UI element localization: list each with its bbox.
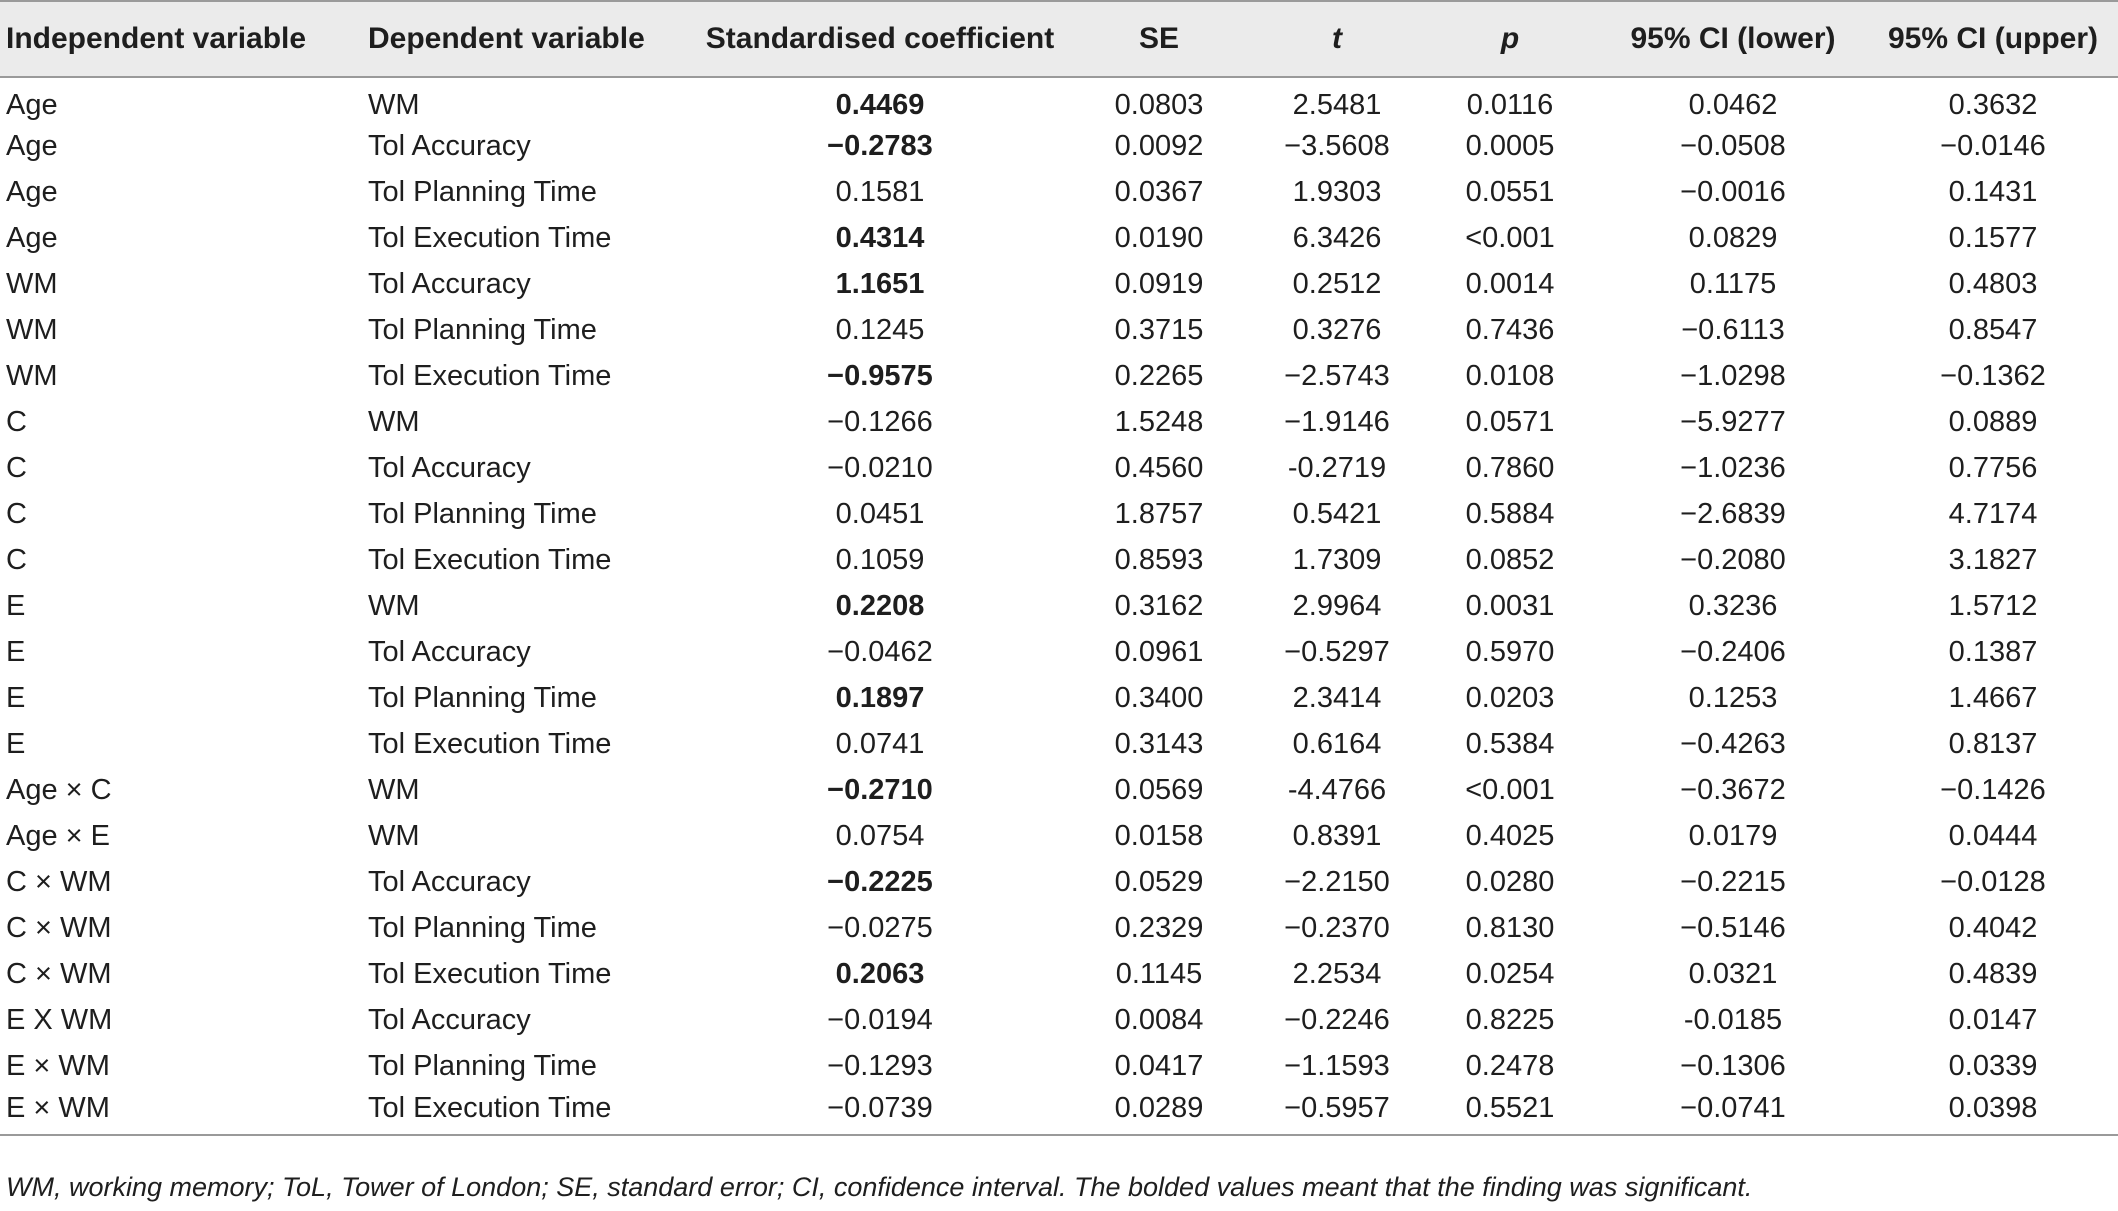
- cell-ci-lower: 0.0462: [1688, 89, 1778, 121]
- cell-ci-upper: 0.4042: [1948, 911, 2038, 944]
- cell-independent-variable: E: [6, 589, 26, 622]
- cell-ci-lower: −2.6839: [1680, 497, 1786, 530]
- cell-ci-lower: −0.3672: [1680, 773, 1786, 806]
- cell-independent-variable: C × WM: [6, 911, 112, 944]
- cell-ci-upper: 0.1577: [1948, 221, 2038, 254]
- cell-standardised-coefficient: 1.1651: [835, 267, 925, 300]
- cell-ci-lower: 0.1253: [1688, 681, 1778, 714]
- cell-ci-lower: 0.1175: [1689, 267, 1777, 300]
- cell-ci-upper: 0.0444: [1948, 819, 2038, 852]
- cell-dependent-variable: Tol Accuracy: [368, 1003, 531, 1036]
- cell-p: 0.0571: [1465, 405, 1555, 438]
- cell-dependent-variable: Tol Execution Time: [368, 957, 612, 990]
- cell-se: 0.3715: [1114, 313, 1204, 346]
- cell-ci-lower: −0.0508: [1680, 129, 1786, 162]
- cell-t: −0.5957: [1252, 1089, 1422, 1135]
- cell-ci-lower: 0.0829: [1688, 221, 1778, 254]
- cell-standardised-coefficient: 0.4314: [835, 221, 925, 254]
- cell-ci-upper: 1.5712: [1948, 589, 2038, 622]
- cell-dependent-variable: Tol Execution Time: [368, 221, 612, 254]
- header-t: t: [1252, 1, 1422, 77]
- cell-independent-variable: C: [6, 543, 27, 576]
- table-row: [0, 675, 2118, 721]
- cell-dependent-variable: WM: [368, 89, 420, 121]
- cell-standardised-coefficient: −0.0194: [827, 1003, 933, 1036]
- cell-independent-variable: C: [6, 405, 27, 438]
- cell-p: <0.001: [1465, 773, 1555, 806]
- cell-standardised-coefficient: 0.4469: [835, 89, 925, 121]
- cell-ci-lower: −5.9277: [1680, 405, 1786, 438]
- cell-ci-upper: 3.1827: [1948, 543, 2038, 576]
- cell-t: 2.2534: [1292, 957, 1382, 990]
- cell-ci-upper: 0.1431: [1948, 175, 2038, 208]
- cell-se: 0.0289: [1066, 1089, 1252, 1135]
- cell-independent-variable: WM: [6, 313, 58, 346]
- cell-dependent-variable: WM: [368, 405, 420, 438]
- cell-t: 0.6164: [1292, 727, 1382, 760]
- cell-p: 0.5970: [1465, 635, 1555, 668]
- cell-t: −1.1593: [1284, 1049, 1390, 1082]
- cell-ci-lower: −0.4263: [1680, 727, 1786, 760]
- cell-p: 0.8130: [1465, 911, 1555, 944]
- cell-ci-lower: −0.5146: [1680, 911, 1786, 944]
- cell-ci-upper: 0.8547: [1948, 313, 2038, 346]
- cell-p: 0.5884: [1465, 497, 1555, 530]
- cell-dependent-variable: Tol Accuracy: [368, 267, 531, 300]
- cell-dependent-variable: Tol Planning Time: [368, 911, 597, 944]
- cell-dependent-variable: Tol Accuracy: [368, 865, 531, 898]
- cell-independent-variable: E: [6, 635, 26, 668]
- cell-independent-variable: E × WM: [6, 1049, 110, 1082]
- cell-ci-upper: −0.1426: [1940, 773, 2046, 806]
- cell-independent-variable: WM: [6, 359, 58, 392]
- cell-ci-upper: 0.4803: [1948, 267, 2038, 300]
- cell-standardised-coefficient: −0.2783: [827, 129, 933, 162]
- cell-p: 0.0031: [1465, 589, 1555, 622]
- cell-standardised-coefficient: 0.2063: [835, 957, 925, 990]
- cell-t: −0.2246: [1284, 1003, 1390, 1036]
- cell-dependent-variable: Tol Planning Time: [368, 497, 597, 530]
- cell-p: 0.0014: [1465, 267, 1555, 300]
- cell-independent-variable: Age × C: [6, 773, 112, 806]
- cell-ci-lower: 0.0179: [1688, 819, 1778, 852]
- cell-t: -4.4766: [1287, 773, 1387, 806]
- cell-se: 0.8593: [1114, 543, 1204, 576]
- cell-dependent-variable: Tol Execution Time: [368, 543, 612, 576]
- cell-se: 0.3162: [1114, 589, 1204, 622]
- cell-ci-upper: 0.4839: [1948, 957, 2038, 990]
- cell-p: 0.2478: [1465, 1049, 1555, 1082]
- table-row: [0, 629, 2118, 675]
- table-row: [0, 813, 2118, 859]
- table-row: [0, 997, 2118, 1043]
- cell-t: 2.5481: [1292, 89, 1382, 121]
- cell-ci-upper: 0.7756: [1948, 451, 2038, 484]
- table-row: [0, 721, 2118, 767]
- table-row: [0, 261, 2118, 307]
- cell-independent-variable: C × WM: [6, 865, 112, 898]
- cell-t: 0.3276: [1292, 313, 1382, 346]
- cell-standardised-coefficient: −0.1293: [827, 1049, 933, 1082]
- cell-independent-variable: Age: [6, 221, 58, 254]
- cell-ci-upper: −0.0146: [1940, 129, 2046, 162]
- cell-p: 0.0005: [1465, 129, 1555, 162]
- cell-se: 0.0158: [1114, 819, 1204, 852]
- cell-se: 0.0529: [1114, 865, 1204, 898]
- cell-se: 0.0190: [1114, 221, 1204, 254]
- cell-independent-variable: C: [6, 451, 27, 484]
- cell-standardised-coefficient: 0.0741: [835, 727, 925, 760]
- cell-t: 2.3414: [1292, 681, 1382, 714]
- cell-standardised-coefficient: −0.2225: [827, 865, 933, 898]
- cell-t: -0.2719: [1287, 451, 1387, 484]
- table-row: [0, 537, 2118, 583]
- cell-ci-lower: −0.1306: [1680, 1049, 1786, 1082]
- header-se: SE: [1066, 1, 1252, 77]
- cell-ci-lower: −0.2080: [1680, 543, 1786, 576]
- cell-p: 0.0551: [1465, 175, 1555, 208]
- table-row: [0, 767, 2118, 813]
- cell-se: 0.0092: [1114, 129, 1204, 162]
- table-body: [0, 77, 2118, 1135]
- header-ci-lower: 95% CI (lower): [1598, 1, 1868, 77]
- table-row: [0, 583, 2118, 629]
- table-row: [0, 399, 2118, 445]
- cell-independent-variable: C: [6, 497, 27, 530]
- cell-p: 0.0108: [1465, 359, 1555, 392]
- cell-ci-upper: −0.0128: [1940, 865, 2046, 898]
- cell-t: −3.5608: [1284, 129, 1390, 162]
- cell-se: 0.2265: [1114, 359, 1204, 392]
- cell-dependent-variable: Tol Planning Time: [368, 313, 597, 346]
- cell-t: 2.9964: [1292, 589, 1382, 622]
- cell-dependent-variable: Tol Planning Time: [368, 1049, 597, 1082]
- table-row: [0, 215, 2118, 261]
- cell-p: 0.0116: [1466, 89, 1554, 121]
- table-row: [0, 123, 2118, 169]
- cell-t: −1.9146: [1284, 405, 1390, 438]
- cell-standardised-coefficient: −0.0462: [827, 635, 933, 668]
- cell-standardised-coefficient: −0.0739: [694, 1089, 1066, 1135]
- cell-se: 0.0961: [1114, 635, 1204, 668]
- cell-p: 0.0254: [1465, 957, 1555, 990]
- cell-standardised-coefficient: 0.1059: [835, 543, 925, 576]
- cell-independent-variable: Age: [6, 175, 58, 208]
- table-row: [0, 951, 2118, 997]
- header-ci-upper: 95% CI (upper): [1868, 1, 2118, 77]
- cell-ci-upper: 0.0398: [1868, 1089, 2118, 1135]
- cell-dependent-variable: WM: [368, 819, 420, 852]
- cell-ci-lower: −0.6113: [1681, 313, 1785, 346]
- cell-ci-upper: 0.0889: [1948, 405, 2038, 438]
- cell-ci-lower: −1.0298: [1680, 359, 1786, 392]
- table-row: [0, 1043, 2118, 1089]
- cell-p: <0.001: [1465, 221, 1555, 254]
- cell-independent-variable: E: [6, 681, 26, 714]
- header-independent-variable: Independent variable: [0, 1, 362, 77]
- table-footnote: WM, working memory; ToL, Tower of London; SE, standard error; CI, confidence interval. The bolded values meant that the finding was significant.: [6, 1172, 1753, 1202]
- cell-dependent-variable: Tol Accuracy: [368, 129, 531, 162]
- cell-dependent-variable: Tol Execution Time: [362, 1089, 694, 1135]
- cell-independent-variable: Age × E: [6, 819, 110, 852]
- cell-dependent-variable: Tol Execution Time: [368, 727, 612, 760]
- cell-dependent-variable: Tol Planning Time: [368, 175, 597, 208]
- cell-standardised-coefficient: 0.0754: [835, 819, 925, 852]
- cell-t: −2.2150: [1284, 865, 1390, 898]
- cell-p: 0.0280: [1465, 865, 1555, 898]
- cell-t: −0.2370: [1284, 911, 1390, 944]
- cell-ci-lower: −0.0016: [1680, 175, 1786, 208]
- cell-p: 0.0203: [1465, 681, 1555, 714]
- cell-independent-variable: E × WM: [0, 1089, 362, 1135]
- cell-t: −2.5743: [1284, 359, 1390, 392]
- cell-se: 0.0367: [1114, 175, 1204, 208]
- table-row: [0, 353, 2118, 399]
- cell-dependent-variable: WM: [368, 773, 420, 806]
- cell-se: 0.0569: [1114, 773, 1204, 806]
- cell-t: −0.5297: [1284, 635, 1390, 668]
- cell-dependent-variable: Tol Planning Time: [368, 681, 597, 714]
- header-standardised-coefficient: Standardised coefficient: [694, 1, 1066, 77]
- cell-se: 0.1145: [1115, 957, 1203, 990]
- cell-ci-lower: -0.0185: [1683, 1003, 1783, 1036]
- cell-t: 0.2512: [1292, 267, 1382, 300]
- cell-t: 0.5421: [1292, 497, 1382, 530]
- cell-standardised-coefficient: 0.1581: [835, 175, 925, 208]
- cell-independent-variable: C × WM: [6, 957, 112, 990]
- cell-independent-variable: Age: [6, 129, 58, 162]
- cell-independent-variable: E: [6, 727, 26, 760]
- header-p: p: [1422, 1, 1598, 77]
- cell-p: 0.7436: [1465, 313, 1555, 346]
- cell-p: 0.0852: [1465, 543, 1555, 576]
- cell-independent-variable: Age: [6, 89, 58, 121]
- cell-p: 0.8225: [1465, 1003, 1555, 1036]
- cell-dependent-variable: Tol Execution Time: [368, 359, 612, 392]
- cell-ci-upper: 4.7174: [1948, 497, 2038, 530]
- table-row: [0, 307, 2118, 353]
- table-row: [0, 1089, 2118, 1135]
- cell-ci-upper: 1.4667: [1948, 681, 2038, 714]
- cell-ci-lower: −0.2406: [1680, 635, 1786, 668]
- table-row: [0, 905, 2118, 951]
- cell-p: 0.5521: [1422, 1089, 1598, 1135]
- cell-ci-upper: 0.3632: [1948, 89, 2038, 121]
- table-row: [0, 445, 2118, 491]
- cell-p: 0.5384: [1465, 727, 1555, 760]
- cell-ci-lower: −1.0236: [1680, 451, 1786, 484]
- cell-se: 1.5248: [1114, 405, 1204, 438]
- cell-dependent-variable: Tol Accuracy: [368, 635, 531, 668]
- cell-se: 0.2329: [1114, 911, 1204, 944]
- cell-se: 0.0417: [1114, 1049, 1204, 1082]
- cell-independent-variable: WM: [6, 267, 58, 300]
- cell-ci-lower: −0.2215: [1680, 865, 1786, 898]
- cell-ci-lower: −0.0741: [1598, 1089, 1868, 1135]
- cell-t: 1.7309: [1292, 543, 1382, 576]
- cell-ci-upper: −0.1362: [1940, 359, 2046, 392]
- cell-ci-lower: 0.0321: [1688, 957, 1778, 990]
- cell-ci-upper: 0.1387: [1948, 635, 2038, 668]
- header-row: [0, 1, 2118, 77]
- cell-se: 0.0919: [1114, 267, 1204, 300]
- cell-standardised-coefficient: −0.2710: [827, 773, 933, 806]
- cell-se: 1.8757: [1114, 497, 1204, 530]
- cell-t: 6.3426: [1292, 221, 1382, 254]
- header-dependent-variable: Dependent variable: [362, 1, 694, 77]
- cell-standardised-coefficient: 0.0451: [835, 497, 925, 530]
- table-row: [0, 859, 2118, 905]
- cell-se: 0.3400: [1114, 681, 1204, 714]
- cell-se: 0.3143: [1114, 727, 1204, 760]
- table-row: [0, 169, 2118, 215]
- cell-standardised-coefficient: −0.0210: [827, 451, 933, 484]
- cell-ci-upper: 0.0339: [1948, 1049, 2038, 1082]
- table-row: [0, 77, 2118, 123]
- cell-standardised-coefficient: −0.1266: [827, 405, 933, 438]
- cell-ci-lower: 0.3236: [1688, 589, 1778, 622]
- cell-dependent-variable: Tol Accuracy: [368, 451, 531, 484]
- cell-p: 0.7860: [1465, 451, 1555, 484]
- table-row: [0, 491, 2118, 537]
- cell-dependent-variable: WM: [368, 589, 420, 622]
- cell-t: 1.9303: [1292, 175, 1382, 208]
- cell-standardised-coefficient: 0.1245: [835, 313, 925, 346]
- cell-ci-upper: 0.0147: [1948, 1003, 2038, 1036]
- cell-standardised-coefficient: 0.2208: [835, 589, 925, 622]
- cell-t: 0.8391: [1292, 819, 1382, 852]
- table-header: [0, 1, 2118, 77]
- cell-se: 0.4560: [1114, 451, 1204, 484]
- cell-independent-variable: E X WM: [6, 1003, 113, 1036]
- cell-p: 0.4025: [1465, 819, 1555, 852]
- cell-standardised-coefficient: 0.1897: [835, 681, 925, 714]
- cell-se: 0.0803: [1114, 89, 1204, 121]
- cell-standardised-coefficient: −0.9575: [827, 359, 933, 392]
- cell-ci-upper: 0.8137: [1948, 727, 2038, 760]
- cell-standardised-coefficient: −0.0275: [827, 911, 933, 944]
- cell-se: 0.0084: [1114, 1003, 1204, 1036]
